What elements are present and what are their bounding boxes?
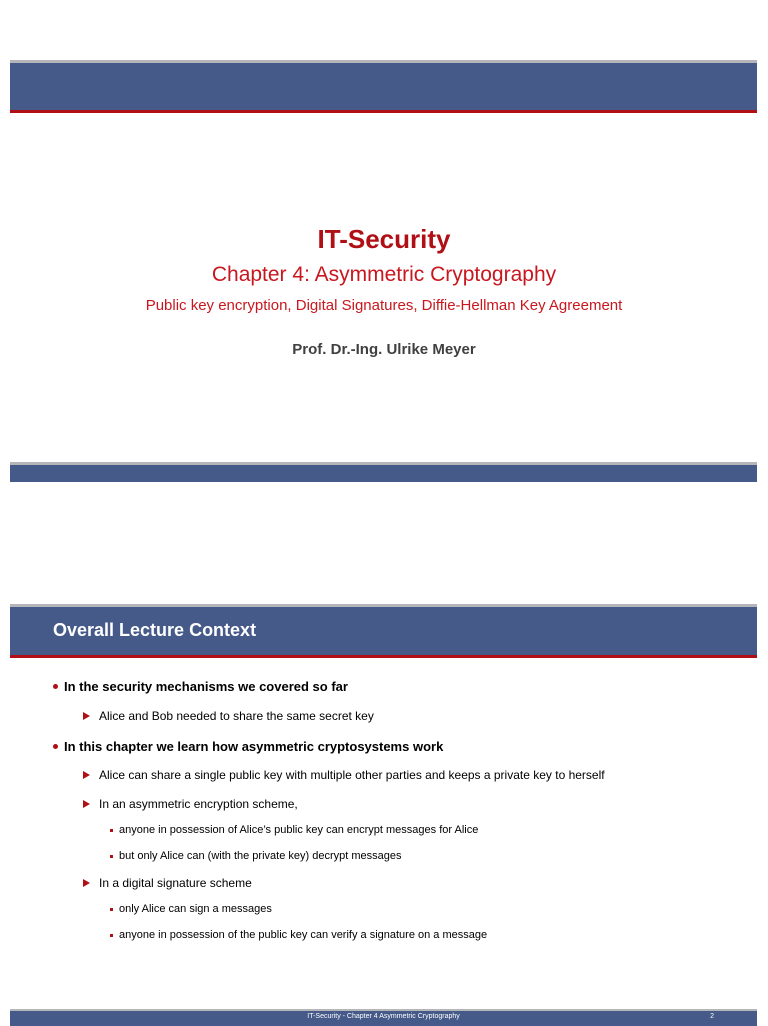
slide1-header-bar [10,60,757,113]
triangle-bullet-icon [83,712,90,720]
slide2-footer-bar [10,1009,757,1026]
bullet-text: anyone in possession of Alice’s public key can encrypt messages for Alice [119,824,479,836]
bullet-text: Alice and Bob needed to share the same secret key [99,709,374,723]
slide1-title: IT-Security [317,224,451,254]
bullet-text: only Alice can sign a messages [119,903,272,915]
triangle-bullet-icon [83,800,90,808]
slide1-footer-bar [10,462,757,482]
footer-text: IT-Security - Chapter 4 Asymmetric Cryptography [307,1013,460,1020]
slide2-header-bar [10,604,757,658]
bullet-level2 [99,876,252,890]
bullet-text: In a digital signature scheme [99,876,252,890]
bullet-text: In an asymmetric encryption scheme, [99,797,298,811]
bullet-level1 [64,739,443,754]
bullet-level2 [99,709,374,723]
bullet-level1 [64,679,348,694]
triangle-bullet-icon [83,771,90,779]
bullet-text: In this chapter we learn how asymmetric cryptosystems work [64,739,444,754]
square-bullet-icon [110,855,113,858]
square-bullet-icon [110,934,113,937]
slide1-subtitle: Public key encryption, Digital Signatures, Diffie-Hellman Key Agreement [145,297,623,314]
bullet-level2 [99,768,605,782]
round-bullet-icon [53,744,58,749]
round-bullet-icon [53,684,58,689]
slide2-title: Overall Lecture Context [53,620,257,640]
bullet-level3 [119,850,401,862]
bullet-text: In the security mechanisms we covered so far [64,679,348,694]
slide1-chapter: Chapter 4: Asymmetric Cryptography [211,263,557,286]
bullet-level3 [119,824,478,836]
bullet-text: anyone in possession of the public key can verify a signature on a message [119,929,488,941]
bullet-text: Alice can share a single public key with multiple other parties and keeps a private key to herself [99,768,605,782]
page-number: 2 [710,1013,714,1020]
bullet-level3 [119,903,272,915]
bullet-text: but only Alice can (with the private key) decrypt messages [119,850,402,862]
square-bullet-icon [110,829,113,832]
square-bullet-icon [110,908,113,911]
triangle-bullet-icon [83,879,90,887]
slide1-author: Prof. Dr.-Ing. Ulrike Meyer [292,341,476,358]
bullet-level2 [99,797,298,811]
bullet-level3 [119,929,487,941]
